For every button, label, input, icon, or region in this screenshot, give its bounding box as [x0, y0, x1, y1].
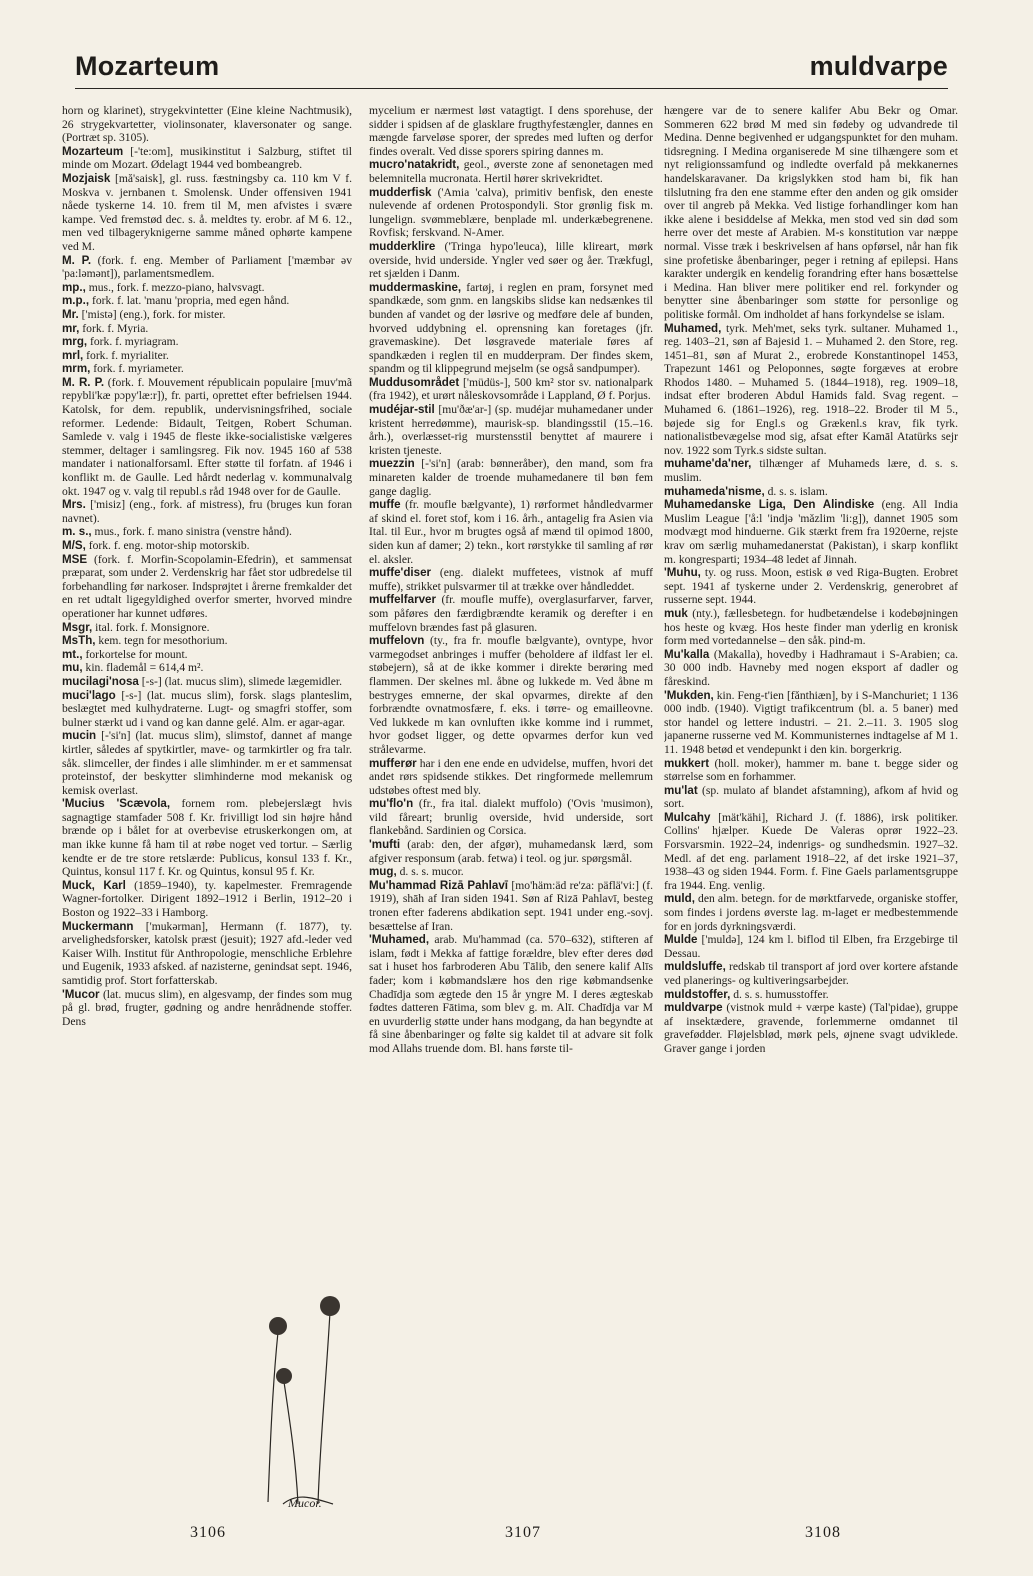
- entry-headword: M. P.: [62, 253, 92, 267]
- entry-definition: fork. f. myriameter.: [90, 362, 184, 376]
- entry-definition: fornem rom. plebejerslægt hvis sagnagtige stamfader 508 f. Kr. frivilligt lod sin højre hånd brænde op i bålet for at overbevise etruskerkongen om, at man ikke kunne få ham til at røbe noget ved tortur. – Særlig kendte er de tre store retslærde: Publicus, konsul 133 f. Kr., Quintus, konsul 117 f. Kr. og Quintus, konsul 95 f. Kr.: [62, 797, 352, 879]
- column-2: [369, 104, 653, 1514]
- entry-definition: [mă'saisk], gl. russ. fæstningsby ca. 110 km V f. Moskva v. jernbanen t. Smolensk. Under offensiven 1941 nåede tyskerne 14. 10. frem til M, men afvistes i svære kampe. Ved fremstød dec. s. å. meldtes ty. erobr. af M 6. 12., men ved tilbageryknigerne samme måned ophørte kampene ved M.: [62, 171, 352, 253]
- sporangium-icon: [269, 1317, 287, 1335]
- entry-headword: mucin: [62, 729, 97, 743]
- entry-definition: forkortelse for mount.: [82, 647, 188, 661]
- entry-headword: mufferør: [369, 756, 417, 770]
- dictionary-entry: [369, 566, 653, 593]
- dictionary-entry: [369, 158, 653, 185]
- entry-headword: Mr.: [62, 307, 79, 321]
- entry-headword: muffe'diser: [369, 566, 432, 580]
- entry-definition: (nty.), fællesbetegn. for hudbetændelse i kodebøjningen hos heste og kvæg. Hos heste finder man yderlig en kronisk form med vortedannelse – den såk. pind-m.: [664, 606, 958, 648]
- dictionary-entry: [369, 933, 653, 1055]
- dictionary-entry: [62, 729, 352, 797]
- page-number: 3106: [190, 1524, 226, 1541]
- entry-headword: mucro'natakridt,: [369, 158, 460, 172]
- dictionary-entry: [369, 240, 653, 281]
- entry-headword: MsTh,: [62, 634, 96, 648]
- entry-headword: muldvarpe: [664, 1001, 723, 1015]
- dictionary-entry: [369, 457, 653, 498]
- entry-headword: muhame'da'ner,: [664, 457, 752, 471]
- entry-headword: mrl,: [62, 348, 84, 362]
- entry-headword: mt.,: [62, 647, 83, 661]
- dictionary-entry: [62, 172, 352, 254]
- entry-definition: ['mukərman], Hermann (f. 1877), ty. arvelighedsforsker, katolsk præst (jesuit); 1927 afd.-leder ved Kaiser Wilh. Institut für Anthropologie, menschliche Erblehre und Eugenik, 1933 afsked. af nazisterne, genindsat sept. 1946, samtidig prof. Stort forfatterskab.: [62, 919, 352, 987]
- dictionary-entry: [62, 498, 352, 525]
- page-header: [75, 40, 948, 89]
- entry-definition: ['müdüs-], 500 km² stor sv. nationalpark (fra 1942), et urørt nåleskovsområde i Lappland, Ø f. Porjus.: [369, 375, 653, 403]
- entry-definition: horn og klarinet), strygekvintetter (Eine kleine Nachtmusik), 26 strygekvartetter, violinsonater, klaversonater og sange. (Portræt sp. 3105).: [62, 104, 352, 145]
- entry-headword: muldstoffer,: [664, 987, 731, 1001]
- entry-definition: fork. f. eng. motor-ship motorskib.: [85, 539, 250, 552]
- dictionary-entry: [369, 281, 653, 376]
- entry-definition: (1859–1940), ty. kapelmester. Fremragende Wagner-fortolker. Dirigent 1892–1912 i Berlin, 1912–20 i Boston og 1922–33 i Hamborg.: [62, 878, 352, 920]
- dictionary-entry: [62, 322, 352, 336]
- entry-definition: (vistnok muld + værpe kaste) (Tal'pidae), gruppe af insektædere, gravende, forlemmerne omdannet til gravefødder. Fløjelsblød, mørk pels, øjnene svagt udviklede. Graver gange i jorden: [664, 1001, 958, 1055]
- entry-definition: mycelium er nærmest løst vatagtigt. I dens sporehuse, der sidder i spidsen af de glasklare frugthyfestængler, dannes en mængde farveløse sporer, der spredes med luften og derfor findes overalt. Ved disse sporers spiring dannes m.: [369, 104, 653, 158]
- dictionary-entry: [664, 322, 958, 458]
- entry-headword: mr,: [62, 321, 80, 335]
- entry-definition: [mo'häm:äd re'za: päflä'vi:] (f. 1919), shāh af Iran siden 1941. Søn af Rizā Pahlavī, besteg tronen efter faderens abdikation sept. 1941 under eng.-sovj. besættelse af Iran.: [369, 878, 653, 933]
- dictionary-entry: [62, 648, 352, 662]
- entry-definition: tyrk. Meh'met, seks tyrk. sultaner. Muhamed 1., reg. 1403–21, søn af Bajesid 1. – Muhamed 2. den Store, reg. 1451–81, søn af Murat 2., erobrede Konstantinopel 1453, Trapezunt 1461 og Peloponnes, søgte forgæves at erobre Rhodos 1480. – Muhamed 5. (1844–1918), reg. 1909–18, indsat efter broderen Abdul Hamids fald. Svag regent. – Muhamed 6. (1861–1926), reg. 1918–22. Broder til M 5., bøjede sig for Engl.s og Grækenl.s krav, fik tyrk. nationalistbevægelse mod sig, afsat efter Kamāl Atatürks sejr nov. 1922 som Tyrk.s sidste sultan.: [664, 321, 958, 457]
- entry-definition: (lat. mucus slim), en algesvamp, der findes som mug på gl. brød, frugter, gødning og andre henrådnende stoffer. Dens: [62, 987, 352, 1028]
- entry-definition: ['muldə], 124 km l. biflod til Elben, fra Erzgebirge til Dessau.: [664, 933, 958, 960]
- entry-headword: Mulde: [664, 933, 698, 947]
- entry-definition: [-'si'n] (lat. mucus slim), slimstof, dannet af mange kirtler, således af spytkirtler, mave- og tarmkirtler og fra talr. såk. slimceller, der findes i alle slimhinder. m er et sammensat proteinstof, der beskytter slimhinderne mod mekanisk og kemisk overlast.: [62, 729, 352, 797]
- dictionary-entry: [664, 892, 958, 933]
- dictionary-entry: [369, 757, 653, 798]
- entry-headword: Mu'hammad Rizā Pahlavī: [369, 878, 509, 892]
- dictionary-entry: [664, 988, 958, 1002]
- sporangium-icon: [320, 1296, 340, 1316]
- entry-definition: [-'si'n] (arab: bønneråber), den mand, som fra minareten kalder de troende muhamedanere til bøn fem gange daglig.: [369, 457, 653, 498]
- entry-definition: (fork. f. Mouvement républicain populaire [muv'mã repybli'kæ pɔpy'læ:r]), fr. parti, oprettet efter befrielsen 1944. Katolsk, for dem. republik, undervisningsfrihed, sociale reformer. Ledende: Bidault, Teitgen, Robert Schuman. Samlede v. valg i 1945 de fleste ikke-socialistiske vælgeres stemmer, deltager i samlingsreg. Fik nov. 1945 160 af 538 mandater i nationalforsaml. Efter støtte til forfatn. af 1946 i konflikt m. de Gaulle. Led hårdt nederlag v. kommunalvalg okt. 1947 og v. valg til republ.s råd 1948 over for de Gaulle.: [62, 375, 352, 498]
- entry-headword: muffe: [369, 498, 401, 512]
- dictionary-entry: [664, 960, 958, 987]
- dictionary-entry: [369, 879, 653, 933]
- entry-definition: (fr. moufle muffe), overglasurfarver, farver, som påføres den færdigbrændte keramik og derefter i en muffelovn brændes fast på glasuren.: [369, 593, 653, 634]
- entry-definition: (fork. f. eng. Member of Parliament ['mæmbər əv 'pa:ləmənt]), parlamentsmedlem.: [62, 253, 352, 281]
- dictionary-entry: [369, 104, 653, 158]
- entry-definition: mus., fork. f. mano sinistra (venstre hånd).: [91, 525, 292, 539]
- entry-headword: mudderklire: [369, 239, 436, 253]
- dictionary-entry: [62, 308, 352, 322]
- dictionary-entry: [369, 797, 653, 838]
- entry-headword: muffelovn: [369, 634, 425, 648]
- sporangium-icon: [276, 1368, 292, 1384]
- dictionary-entry: [369, 634, 653, 756]
- dictionary-entry: [369, 593, 653, 634]
- dictionary-entry: [664, 1001, 958, 1055]
- entry-headword: mp.,: [62, 280, 86, 294]
- entry-definition: fork. f. myriagram.: [87, 335, 179, 349]
- dictionary-entry: [664, 457, 958, 484]
- entry-definition: ital. fork. f. Monsignore.: [92, 620, 210, 634]
- page-number: 3107: [505, 1524, 541, 1541]
- entry-headword: Mulcahy: [664, 810, 711, 824]
- entry-headword: mukkert: [664, 756, 710, 770]
- dictionary-entry: [369, 865, 653, 879]
- figure-caption: Mucor.: [288, 1496, 322, 1510]
- mucor-illustration: [238, 1272, 358, 1508]
- entry-headword: Muck, Karl: [62, 878, 126, 892]
- dictionary-entry: [664, 933, 958, 960]
- dictionary-entry: [62, 879, 352, 920]
- guide-word-right: muldvarpe: [809, 51, 948, 81]
- dictionary-entry: [369, 376, 653, 403]
- entry-definition: fork. f. Myria.: [79, 321, 149, 335]
- dictionary-entry: [664, 811, 958, 893]
- entry-headword: Mozjaisk: [62, 171, 111, 185]
- dictionary-entry: [664, 648, 958, 689]
- entry-definition: tilhænger af Muhameds lære, d. s. s. muslim.: [664, 457, 958, 485]
- entry-definition: mus., fork. f. mezzo-piano, halvsvagt.: [85, 280, 265, 294]
- entry-headword: m.p.,: [62, 294, 90, 308]
- entry-definition: d. s. s. islam.: [764, 484, 828, 498]
- entry-definition: [mät'kähi], Richard J. (f. 1886), irsk politiker. Collins' hjælper. Kuede De Valeras oprør 1922–23. Forsvarsmin. 1922–24, indenrigs- og sundhedsmin. 1927–32. Medl. af det eng. parlament 1918–22, af det irske 1921–37, 1938–43 og siden 1944. Form. f. Fine Gaels parlamentsgruppe fra 1944. Eng. venlig.: [664, 810, 958, 892]
- entry-headword: muldsluffe,: [664, 960, 726, 974]
- entry-headword: mudéjar-stil: [369, 403, 435, 417]
- entry-headword: MSE: [62, 552, 88, 566]
- entry-headword: mu'flo'n: [369, 797, 414, 811]
- entry-headword: Muckermann: [62, 919, 134, 933]
- page-number: 3108: [805, 1524, 841, 1541]
- entry-definition: fartøj, i reglen en pram, forsynet med spandkæde, som gnm. en langskibs slidse kan nedsænkes til bunden af vandet og der løsrive og medføre dele af bunden, hvorved uddybning el. oprensning kan foretages (jfr. gravemaskine). Det løsgravede materiale føres af spandkæden i reglen til en mudderpram. Der findes skem, spandm og til klippegrund mejselm (se også sandpumper).: [369, 280, 653, 376]
- entry-definition: d. s. s. humusstoffer.: [730, 987, 829, 1001]
- entry-definition: ['misiz] (eng., fork. af mistress), fru (bruges kun foran navnet).: [62, 498, 352, 525]
- entry-headword: muffelfarver: [369, 593, 437, 607]
- entry-definition: d. s. s. mucor.: [396, 865, 464, 879]
- entry-definition: hængere var de to senere kalifer Abu Bekr og Omar. Sommeren 622 brød M med sin fødeby og udvandrede til Medina. Denne begivenhed er udgangspunktet for den muham. tidsregning. I Medina organiserede M sine tilhængere som et nyt religionssamfund og indledte overfald på mekkanernes handelskaravaner. Da krigslykken stod ham bi, fik han tilslutning fra den ene stamme efter den anden og gik omsider over til angreb på Mekka. Ved listige forhandlinger kom han ikke alene i besiddelse af Mekka, men stod ved sin død som herre over det meste af Arabien. M-s konstitution var næppe normal. Visse træk i beskrivelsen af hans opførsel, når han fik sine profetiske åbenbaringer, peger i retning af epilepsi. Hans karakter undergik en kendelig forandring efter hans bosættelse i Medina. Han bliver mere politiker end rel. forkynder og benytter sine åbenbaringer som støtte for personlige og politiske formål. Om indholdet af hans forkyndelse se islam.: [664, 104, 958, 321]
- entry-definition: (eng. All India Muslim League ['å:l 'indjə 'mǎzlim 'li:g]), dannet 1905 som modvægt mod hinduerne. Gik stærkt frem fra 1920erne, rejste krav om særlig muhamedanerstat (Pakistan), i skarp konflikt m. kongresparti; 1934–48 ledet af Jinnah.: [664, 498, 958, 566]
- entry-headword: mrg,: [62, 335, 88, 349]
- entry-headword: M/S,: [62, 539, 86, 552]
- entry-headword: 'Mukden,: [664, 688, 714, 702]
- entry-definition: [-'te:om], musikinstitut i Salzburg, stiftet til minde om Mozart. Ødelagt 1944 ved bombeangreb.: [62, 144, 352, 172]
- dictionary-entry: [62, 525, 352, 539]
- entry-definition: ('Tringa hypo'leuca), lille klireart, mørk overside, hvid underside. Yngler ved søer og åer. Trækfugl, ret sjælden i Danm.: [369, 239, 653, 281]
- entry-headword: 'mufti: [369, 838, 401, 852]
- entry-definition: fork. f. myrialiter.: [83, 348, 169, 362]
- dictionary-entry: [62, 920, 352, 988]
- entry-headword: Muhamed,: [664, 321, 722, 335]
- dictionary-entry: [62, 281, 352, 295]
- entry-definition: ty. og russ. Moon, estisk ø ved Riga-Bugten. Erobret sept. 1941 af tyskerne under 2. Verdenskrig, generobret af russerne sept. 1944.: [664, 566, 958, 607]
- entry-definition: kin. Feng-t'ien [fǎnthiæn], by i S-Manchuriet; 1 136 000 indb. (1940). Vigtigt trafikcentrum (bl. a. 5 baner) med stor handel og lettere industri. – 21. 2.–11. 3. 1905 slog japanerne russerne ved M. Kommunisternes indtagelse af M 1. 11. 1948 betød et vendepunkt i den kin. borgerkrig.: [664, 688, 958, 756]
- entry-definition: ('Amia 'calva), primitiv benfisk, den eneste nulevende af ordenen Protospondyli. Stor grønlig fisk m. lungelign. svømmeblære, benplade ml. underkæbegrenene. Rovfisk; ferskvand. N-Amer.: [369, 185, 653, 240]
- guide-word-left: Mozarteum: [75, 51, 220, 81]
- dictionary-entry: [62, 335, 352, 349]
- entry-headword: muld,: [664, 892, 695, 906]
- entry-definition: [mu'ðæ'ar-] (sp. mudéjar muhamedaner under kristent herredømme), maurisk-sp. blandingsstil (15.–16. årh.), overlæsset-rig murstensstil benyttet af maurere i kristen tjeneste.: [369, 403, 653, 457]
- entry-definition: fork. f. lat. 'manu 'propria, med egen hånd.: [89, 294, 290, 308]
- entry-headword: m. s.,: [62, 525, 92, 539]
- dictionary-entry: [664, 566, 958, 607]
- entry-headword: muk: [664, 606, 688, 620]
- entry-headword: Muhamedanske Liga, Den Alindiske: [664, 498, 875, 512]
- entry-headword: Muddusområdet: [369, 375, 460, 389]
- entry-headword: Msgr,: [62, 620, 93, 634]
- column-3: [664, 104, 958, 1514]
- dictionary-entry: [62, 689, 352, 730]
- entry-headword: mu'lat: [664, 783, 698, 797]
- entry-headword: Mrs.: [62, 498, 86, 512]
- entry-definition: den alm. betegn. for de mørktfarvede, organiske stoffer, som findes i jordens øverste lag. m-laget er medbestemmende for en jords dyrkningsværdi.: [664, 892, 958, 933]
- entry-headword: 'Mucius 'Scævola,: [62, 797, 171, 811]
- dictionary-entry: [664, 485, 958, 499]
- entry-headword: mucilagi'nosa: [62, 674, 139, 688]
- entry-definition: ['mistə] (eng.), fork. for mister.: [78, 307, 226, 321]
- dictionary-entry: [62, 376, 352, 498]
- entry-definition: (sp. mulato af blandet afstamning), afkom af hvid og sort.: [664, 783, 958, 811]
- dictionary-entry: [664, 607, 958, 648]
- entry-definition: arab. Mu'hammad (ca. 570–632), stifteren af islam, født i Mekka af fattige forældre, blev efter deres død sat i huset hos farbroderen Abu Tālib, den senere kalif Alīs fader; kom i købmandslære hos den rige købmandsenke Chadīdja som ægtede den 15 år yngre M. I deres ægteskab fødtes datteren Fātima, som blev g. m. Alī. Chadīdja var M en uvurderlig støtte under hans modgang, da han begyndte at få sine åbenbaringer og følte sig kaldet til at advare sit folk mod Allahs truende dom. Bl. hans første til-: [369, 933, 653, 1055]
- dictionary-entry: [62, 675, 352, 689]
- dictionary-entry: [62, 988, 352, 1029]
- entry-headword: mudderfisk: [369, 185, 432, 199]
- entry-headword: mu,: [62, 661, 83, 675]
- entry-definition: redskab til transport af jord over kortere afstande ved planerings- og kultiveringsarbejder.: [664, 960, 958, 987]
- dictionary-entry: [62, 539, 352, 553]
- dictionary-entry: [62, 362, 352, 376]
- entry-headword: Mu'kalla: [664, 647, 710, 661]
- entry-headword: 'Muhamed,: [369, 933, 430, 947]
- entry-definition: [-s-] (lat. mucus slim), forsk. slags planteslim, beslægtet med kulhydraterne. Lugt- og smagfri stoffer, som bulner stærkt ud i vand og kan danne gelé. Alm. er agar-agar.: [62, 688, 352, 729]
- entry-definition: (holl. moker), hammer m. bane t. begge sider og størrelse som en forhammer.: [664, 756, 958, 784]
- dictionary-entry: [664, 784, 958, 811]
- dictionary-entry: [62, 254, 352, 281]
- dictionary-entry: [62, 634, 352, 648]
- dictionary-entry: [62, 104, 352, 145]
- dictionary-entry: [62, 553, 352, 621]
- dictionary-entry: [369, 498, 653, 566]
- entry-headword: 'Muhu,: [664, 566, 701, 580]
- dictionary-entry: [664, 757, 958, 784]
- entry-definition: geol., øverste zone af senonetagen med belemnitella mucronata. Hertil hører skrivekridtet.: [369, 158, 653, 185]
- entry-headword: muci'lago: [62, 688, 116, 702]
- entry-definition: (eng. dialekt muffetees, vistnok af muff muffe), strikket pulsvarmer til at trække over håndleddet.: [369, 566, 653, 593]
- dictionary-entry: [369, 838, 653, 865]
- entry-definition: (arab: den, der afgør), muhamedansk lærd, som afgiver responsum (arab. fetwa) i teol. og jur. spørgsmål.: [369, 838, 653, 865]
- entry-headword: Mozarteum: [62, 144, 124, 158]
- dictionary-entry: [62, 661, 352, 675]
- entry-headword: 'Mucor: [62, 987, 100, 1001]
- dictionary-entry: [664, 498, 958, 566]
- entry-headword: mug,: [369, 865, 397, 879]
- entry-definition: kin. flademål = 614,4 m².: [82, 661, 204, 675]
- entry-headword: muddermaskine,: [369, 280, 462, 294]
- entry-definition: har i den ene ende en udvidelse, muffen, hvori det andet rørs spidsende stikkes. Det ringformede mellemrum udstøbes oftest med bly.: [369, 756, 653, 797]
- entry-definition: (Makalla), hovedby i Hadhramaut i S-Arabien; ca. 30 000 indb. Havneby med nogen eksport af dadler og fåreskind.: [664, 647, 958, 688]
- entry-definition: (fr., fra ital. dialekt muffolo) ('Ovis 'musimon), vild fåreart; brunlig overside, hvid underside, sort flankebånd. Sardinien og Corsica.: [369, 797, 653, 838]
- dictionary-entry: [664, 104, 958, 322]
- entry-definition: [-s-] (lat. mucus slim), slimede lægemidler.: [138, 674, 343, 688]
- entry-headword: mrm,: [62, 362, 91, 376]
- dictionary-entry: [62, 145, 352, 172]
- entry-headword: M. R. P.: [62, 375, 105, 389]
- entry-headword: muhameda'nisme,: [664, 484, 765, 498]
- entry-headword: muezzin: [369, 457, 415, 471]
- dictionary-entry: [369, 403, 653, 457]
- entry-definition: (fork. f. Morfin-Scopolamin-Efedrin), et sammensat præparat, som under 2. Verdenskrig har fået stor udbredelse til forbehandling før narkoser. Indsprøjtet i årerne fremkalder det en ret udtalt ligegyldighed overfor smerter, hvorved mindre operationer har kunnet udføres.: [62, 552, 352, 620]
- dictionary-entry: [664, 689, 958, 757]
- dictionary-entry: [369, 186, 653, 240]
- dictionary-entry: [62, 797, 352, 879]
- entry-definition: (ty., fra fr. moufle bælgvante), ovntype, hvor varmegodset anbringes i muffer (beholdere af ildfast ler el. støbejern), så at de ikke kommer i direkte berøring med flammen. Der skelnes ml. åbne og lukkede m. Ved åbne m bestryges emnerne, der skal opvarmes, direkte af den forbrændte ovnatmosfære, f. eks. i tørre- og emailleovne. Ved lukkede m kan ovnluften ikke komme ind i rummet, hvor godset ligger, og dette opvarmes derfor kun ved strålevarme.: [369, 634, 653, 756]
- dictionary-entry: [62, 349, 352, 363]
- dictionary-entry: [62, 621, 352, 635]
- entry-definition: (fr. moufle bælgvante), 1) rørformet håndledvarmer af skind el. foret stof, kom i 16. årh., antagelig fra Asien via Ital. til Eur., hvor m brugtes også af mænd til opimod 1800, siden kun af damer; 2) tekn., kort rørstykke til samling af rør el. aksler.: [369, 498, 653, 566]
- dictionary-entry: [62, 294, 352, 308]
- entry-definition: kem. tegn for mesothorium.: [95, 634, 228, 648]
